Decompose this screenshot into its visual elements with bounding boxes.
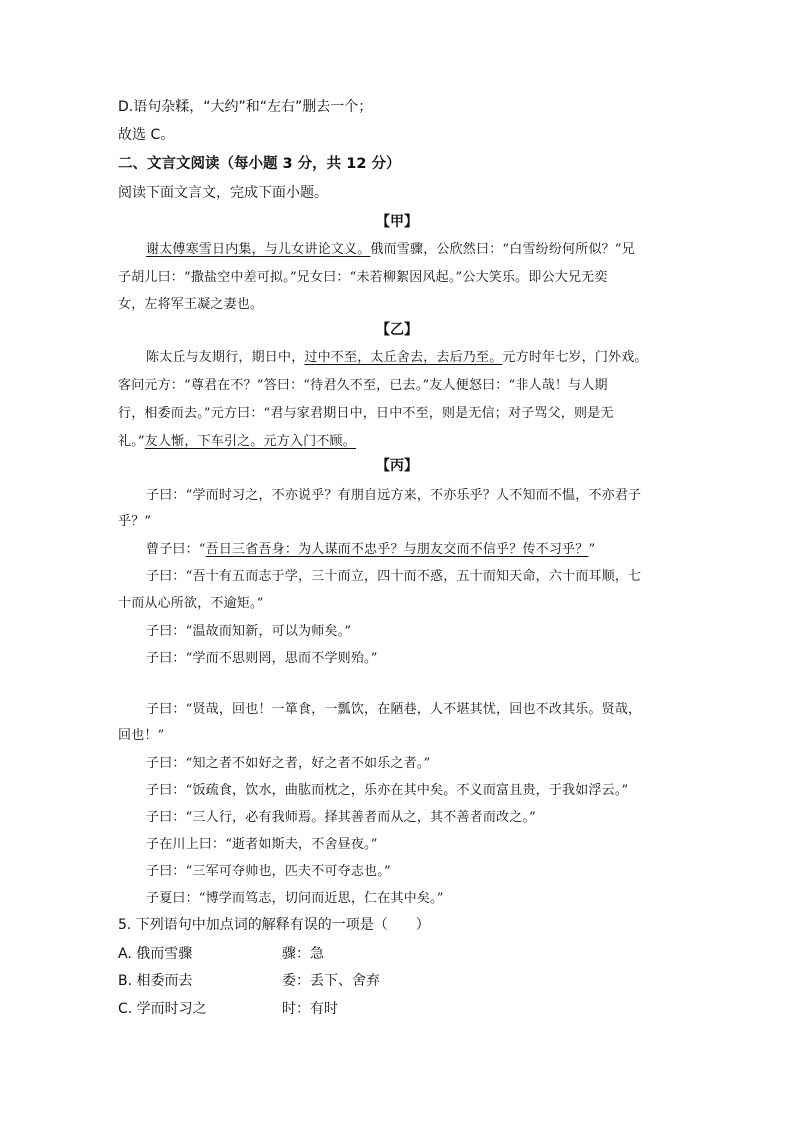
- passage-yi-text: 礼。”: [118, 434, 145, 449]
- passage-bing-line: 子曰：“三军可夺帅也，匹夫不可夺志也。”: [146, 864, 391, 879]
- passage-bing-line: 子曰：“饭疏食，饮水，曲肱而枕之，乐亦在其中矣。不义而富且贵，于我如浮云。”: [146, 783, 629, 798]
- passage-yi-text: 元方时年七岁，门外戏。: [502, 350, 648, 365]
- option-a-gloss: 骤：急: [282, 946, 324, 962]
- passage-bing-underlined-sentence: 吾日三省吾身：为人谋而不忠乎？与朋友交而不信乎？传不习乎？: [205, 542, 589, 557]
- section-heading: 二、文言文阅读（每小题 3 分，共 12 分）: [118, 156, 401, 172]
- passage-jia-line: 女，左将军王凝之妻也。: [118, 297, 264, 312]
- passage-jia-text: 俄而雪骤，公欣然曰：“白雪纷纷何所似？”兄: [370, 242, 635, 257]
- answer-conclusion: 故选 C。: [118, 127, 175, 143]
- passage-bing-line: 子夏曰：“博学而笃志，切问而近思，仁在其中矣。”: [146, 891, 444, 906]
- option-c-gloss: 时：有时: [282, 1001, 338, 1017]
- passage-yi-underlined-sentence: 友人惭，下车引之。元方入门不顾。: [144, 434, 356, 449]
- passage-bing-text: ”: [588, 542, 596, 557]
- passage-yi-underlined-sentence: 过中不至，太丘舍去，去后乃至。: [304, 350, 503, 365]
- option-a: [118, 943, 192, 963]
- option-b: [118, 970, 193, 990]
- passage-bing-line: [146, 538, 595, 557]
- passage-bing-line: 子在川上曰：“逝者如斯夫，不舍昼夜。”: [146, 837, 378, 852]
- passage-bing-text: 曾子曰：“: [146, 542, 206, 557]
- passage-jia-underlined-sentence: 谢太傅寒雪日内集，与儿女讲论文义。: [146, 242, 371, 257]
- passage-bing-line: 子曰：“三人行，必有我师焉。择其善者而从之，其不善者而改之。”: [146, 810, 536, 825]
- passage-yi-line: 行，相委而去。”元方曰：“君与家君期日中，日中不至，则是无信；对子骂父，则是无: [118, 406, 614, 421]
- passage-yi-line: 客问元方：“尊君在不？”答曰：“待君久不至，已去。”友人便怒曰：“非人哉！与人期: [118, 378, 608, 393]
- passage-yi-line: [146, 346, 648, 365]
- passage-jia-title: 【甲】: [376, 214, 418, 230]
- passage-bing-line: 子曰：“温故而知新，可以为师矣。”: [146, 624, 352, 639]
- passage-bing-line: 子曰：“学而时习之，不亦说乎？有朋自远方来，不亦乐乎？人不知而不愠，不亦君子: [146, 488, 642, 503]
- passage-yi-line: [118, 430, 356, 449]
- passage-bing-line: 子曰：“知之者不如好之者，好之者不如乐之者。”: [146, 756, 431, 771]
- passage-bing-line: 子曰：“吾十有五而志于学，三十而立，四十而不惑，五十而知天命，六十而耳顺，七: [146, 569, 642, 584]
- option-b-phrase: B. 相委而去: [118, 973, 193, 989]
- option-c-phrase: C. 学而时习之: [118, 1001, 207, 1017]
- answer-explanation-d: D.语句杂糅，“大约”和“左右”删去一个；: [118, 99, 373, 115]
- passage-bing-line: 回也！”: [118, 728, 165, 743]
- passage-yi-title: 【乙】: [376, 322, 418, 338]
- passage-bing-line: 乎？”: [118, 514, 152, 529]
- section-instruction: 阅读下面文言文，完成下面小题。: [118, 185, 328, 201]
- passage-bing-line: 十而从心所欲，不逾矩。”: [118, 596, 264, 611]
- question-stem: 5. 下列语句中加点词的解释有误的一项是（ ）: [118, 917, 430, 933]
- option-c: [118, 998, 207, 1018]
- passage-bing-line: 子曰：“贤哉，回也！一箪食，一瓢饮，在陋巷，人不堪其忧，回也不改其乐。贤哉，: [146, 702, 642, 717]
- passage-jia-line: [146, 238, 635, 257]
- passage-jia-line: 子胡儿曰：“撒盐空中差可拟。”兄女曰：“未若柳絮因风起。”公大笑乐。即公大兄无奕: [118, 270, 608, 285]
- passage-yi-text: 陈太丘与友期行，期日中，: [146, 350, 305, 365]
- passage-bing-line: 子曰：“学而不思则罔，思而不学则殆。”: [146, 651, 378, 666]
- option-b-gloss: 委：丢下、舍弃: [282, 973, 380, 989]
- passage-bing-title: 【丙】: [376, 458, 418, 474]
- option-a-phrase: A. 俄而雪骤: [118, 946, 193, 962]
